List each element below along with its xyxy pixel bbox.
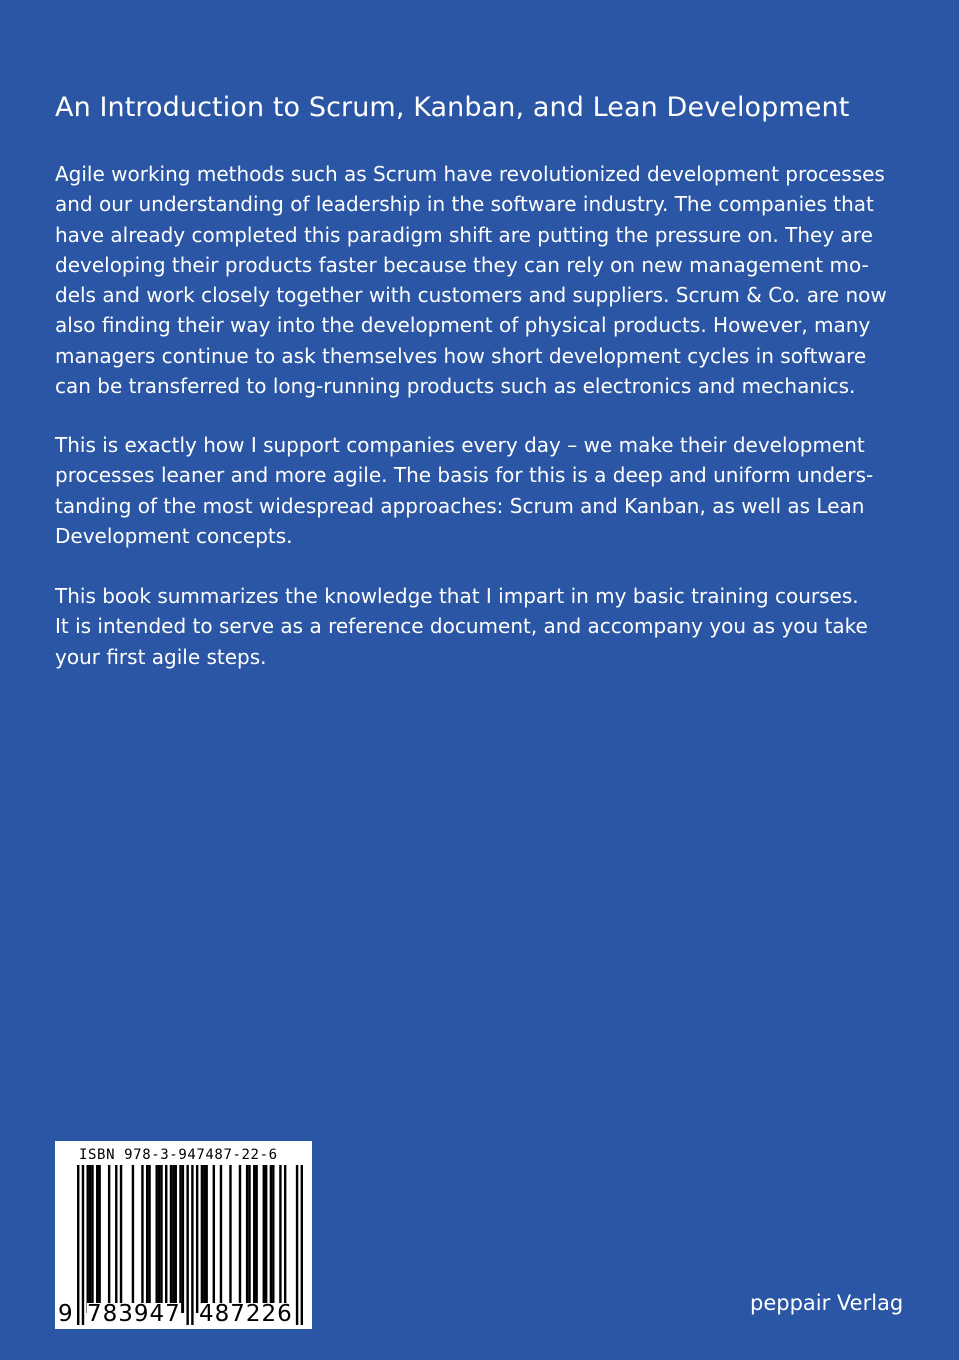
barcode-bar (263, 1165, 265, 1313)
publisher-name: peppair Verlag (750, 1291, 904, 1315)
text-line: can be transferred to long-running products such as electronics and mechanics. (55, 374, 856, 399)
description-paragraph-1 (55, 159, 885, 401)
barcode-bar (201, 1165, 203, 1313)
text-line: This is exactly how I support companies every day – we make their development (55, 433, 865, 457)
barcode-bar (284, 1165, 286, 1313)
barcode-bar (205, 1165, 207, 1313)
barcode-bar (239, 1165, 241, 1313)
barcode-bar (160, 1165, 162, 1313)
barcode-bar (156, 1165, 158, 1313)
text-line: Development concepts. (55, 523, 293, 548)
barcode-bar (265, 1165, 267, 1313)
barcode-bar (179, 1165, 181, 1313)
barcode-digits-left: 783947 (87, 1301, 181, 1327)
barcode-bar (253, 1165, 255, 1313)
description-paragraph-2 (55, 430, 885, 551)
barcode-bar (89, 1165, 91, 1313)
barcode-bar (115, 1165, 117, 1313)
text-line: It is intended to serve as a reference document, and accompany you as you take (55, 614, 868, 639)
text-line: your first agile steps. (55, 644, 267, 669)
barcode-bar (182, 1165, 184, 1313)
barcode-bar (165, 1165, 167, 1313)
barcode-bar (270, 1165, 272, 1313)
barcode-bar (172, 1165, 174, 1313)
barcode-bar (98, 1165, 100, 1313)
barcode-bar (91, 1165, 93, 1313)
barcode-bar (120, 1165, 122, 1313)
text-line: also finding their way into the development of physical products. However, many (55, 313, 871, 338)
barcode-bar (296, 1165, 298, 1325)
barcode-bar (146, 1165, 148, 1313)
barcode-bar (175, 1165, 177, 1313)
barcode-bar (220, 1165, 222, 1313)
barcode-bar (96, 1165, 98, 1313)
barcode-bar (229, 1165, 231, 1313)
barcode-bar (191, 1165, 193, 1325)
isbn-label: ISBN 978-3-947487-22-6 (79, 1147, 278, 1163)
text-line: and our understanding of leadership in the software industry. The companies that (55, 192, 874, 217)
barcode-bar (82, 1165, 84, 1325)
barcode-bar (255, 1165, 257, 1313)
text-line: This book summarizes the knowledge that I impart in my basic training courses. (55, 584, 859, 608)
barcode-bar (246, 1165, 248, 1313)
back-cover-title: An Introduction to Scrum, Kanban, and Lean Development (55, 92, 850, 123)
barcode-bar (141, 1165, 143, 1313)
description-paragraph-3 (55, 581, 885, 672)
barcode-bar (158, 1165, 160, 1313)
barcode-bar (170, 1165, 172, 1313)
text-line: processes leaner and more agile. The basis for this is a deep and uniform unders- (55, 463, 874, 488)
barcode-bar (248, 1165, 250, 1313)
barcode-bar (301, 1165, 303, 1325)
text-line: Agile working methods such as Scrum have revolutionized development processes (55, 162, 885, 186)
text-line: dels and work closely together with customers and suppliers. Scrum & Co. are now (55, 283, 887, 308)
text-line: managers continue to ask themselves how short development cycles in software (55, 343, 867, 368)
barcode-bar (132, 1165, 134, 1313)
barcode-bar (196, 1165, 198, 1313)
barcode-bar (148, 1165, 150, 1313)
text-line: have already completed this paradigm shift are putting the pressure on. They are (55, 222, 873, 247)
isbn-barcode (55, 1141, 312, 1329)
barcode-bar (77, 1165, 79, 1325)
barcode-digit-first: 9 (58, 1301, 73, 1327)
barcode-bar (186, 1165, 188, 1325)
barcode-bar (279, 1165, 281, 1313)
barcode-bar (203, 1165, 205, 1313)
text-line: developing their products faster because they can rely on new management mo- (55, 252, 869, 277)
barcode-bar (213, 1165, 215, 1313)
barcode-bar (87, 1165, 89, 1313)
text-line: tanding of the most widespread approaches: Scrum and Kanban, as well as Lean (55, 493, 865, 518)
barcode-bar (272, 1165, 274, 1313)
barcode-digits-right: 487226 (199, 1301, 293, 1327)
barcode-bar (108, 1165, 110, 1313)
